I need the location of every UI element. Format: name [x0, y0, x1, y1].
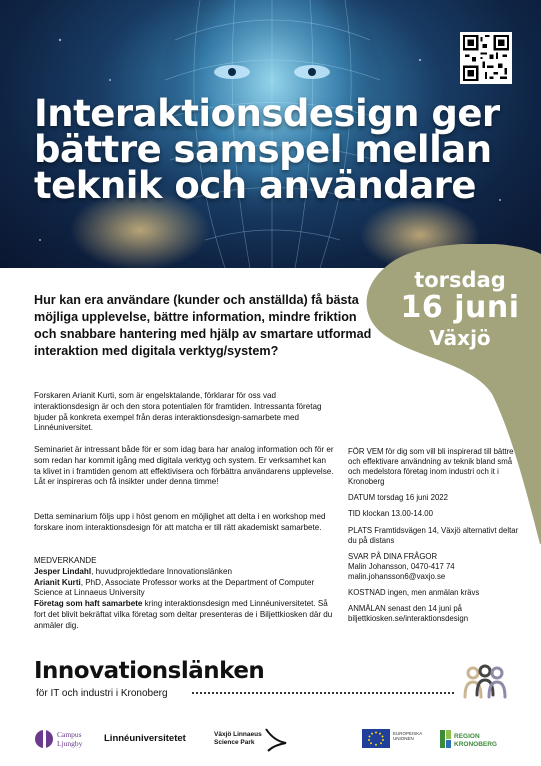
brand-tagline: för IT och industri i Kronoberg — [36, 688, 168, 699]
people-icon — [462, 664, 508, 700]
body-paragraph: Forskaren Arianit Kurti, som är engelsktalande, förklarar för oss vad interaktionsdesign är och den stora potentialen för framtiden. Intressanta företag bjuder på konkreta exempel från deras interaktionsdesign-samarbete med Linnéuniversitet. — [34, 391, 322, 433]
headline — [34, 92, 524, 207]
campus-ljungby-line2: Ljungby — [57, 739, 83, 748]
dotted-divider — [192, 692, 454, 694]
info-contact — [348, 552, 523, 582]
participant-role: , PhD, Associate Professor works at the Department of Computer Science at Linnaeus University — [34, 577, 315, 598]
participant — [34, 599, 334, 631]
eu-line1: EUROPEISKA — [393, 731, 423, 736]
linneuniversitetet-logo: Linnéuniversitetet — [104, 733, 186, 744]
event-day: torsdag — [414, 268, 506, 292]
region-kronoberg-logo — [440, 727, 504, 751]
headline-line: teknik och användare — [34, 164, 477, 207]
event-date: 16 juni — [400, 290, 520, 325]
participant-name: Jesper Lindahl — [34, 566, 92, 576]
info-registration[interactable]: ANMÄLAN senast den 14 juni på biljettkiosken.se/interaktionsdesign — [348, 604, 469, 624]
info-place: PLATS Framtidsvägen 14, Växjö alternativt deltar du på distans — [348, 525, 519, 545]
info-cost: KOSTNAD ingen, men anmälan krävs — [348, 588, 480, 598]
brand-name: Innovationslänken — [34, 658, 265, 684]
campus-ljungby-logo — [34, 727, 94, 751]
info-contact-text[interactable]: Malin Johansson, 0470-417 74 malin.johansson6@vaxjo.se — [348, 561, 455, 581]
info-date: DATUM torsdag 16 juni 2022 — [348, 493, 448, 503]
hero-image — [0, 0, 541, 268]
eu-logo — [362, 727, 432, 751]
participants-heading: MEDVERKANDE — [34, 556, 97, 565]
participant — [34, 567, 334, 578]
eu-line2: UNIONEN — [393, 736, 414, 741]
headline-line: bättre samspel mellan — [34, 128, 492, 171]
lead-question: Hur kan era användare (kunder och anställda) få bästa möjliga upplevelse, bättre information, mindre friktion och snabbare hantering med hjälp av smartare utformad interaktion med digitala verktyg/system? — [34, 293, 372, 358]
campus-ljungby-line1: Campus — [57, 730, 82, 739]
eu-flag-icon — [362, 727, 432, 751]
event-place: Växjö — [429, 326, 491, 350]
science-park-line2: Science Park — [214, 739, 255, 746]
participant-name: Arianit Kurti — [34, 577, 81, 587]
region-line2: KRONOBERG — [454, 741, 497, 748]
info-time: TID klockan 13.00-14.00 — [348, 509, 433, 519]
event-info — [348, 447, 523, 630]
participant-role: , huvudprojektledare Innovationslänken — [91, 566, 232, 576]
science-park-logo — [214, 727, 288, 751]
info-contact-heading: SVAR PÅ DINA FRÅGOR — [348, 551, 438, 561]
qr-code-icon[interactable] — [460, 32, 512, 84]
participants-section — [34, 556, 334, 632]
companies-text: kring interaktionsdesign med Linnéuniversitetet. Så fort det blivit bekräftat vilka företag som deltar presenteras de i Biljettkiosken där du anmäler dig. — [34, 599, 333, 630]
participant — [34, 578, 334, 600]
body-paragraph: Seminariet är intressant både för er som idag bara har analog information och för er som redan har kommit igång med digitala verktyg och system. Er verksamhet kan ta klivet in i framtiden genom att effektivisera och förbättra användarens upplevelse. Låt er inspireras och få insikter under denna timme! — [34, 445, 334, 487]
headline-line: Interaktionsdesign ger — [34, 92, 500, 135]
companies-label: Företag som haft samarbete — [34, 599, 143, 609]
science-park-line1: Växjö Linnaeus — [214, 731, 262, 738]
region-line1: REGION — [454, 733, 480, 740]
body-paragraph: Detta seminarium följs upp i höst genom en möjlighet att delta i en workshop med forskare inom interaktionsdesign för att matcha er till rätt akademiskt samarbete. — [34, 512, 326, 532]
info-target-audience: FÖR VEM för dig som vill bli inspirerad till bättre och effektivare användning av teknik bland små och medelstora företag inom industri och it i Kronoberg — [348, 447, 514, 487]
